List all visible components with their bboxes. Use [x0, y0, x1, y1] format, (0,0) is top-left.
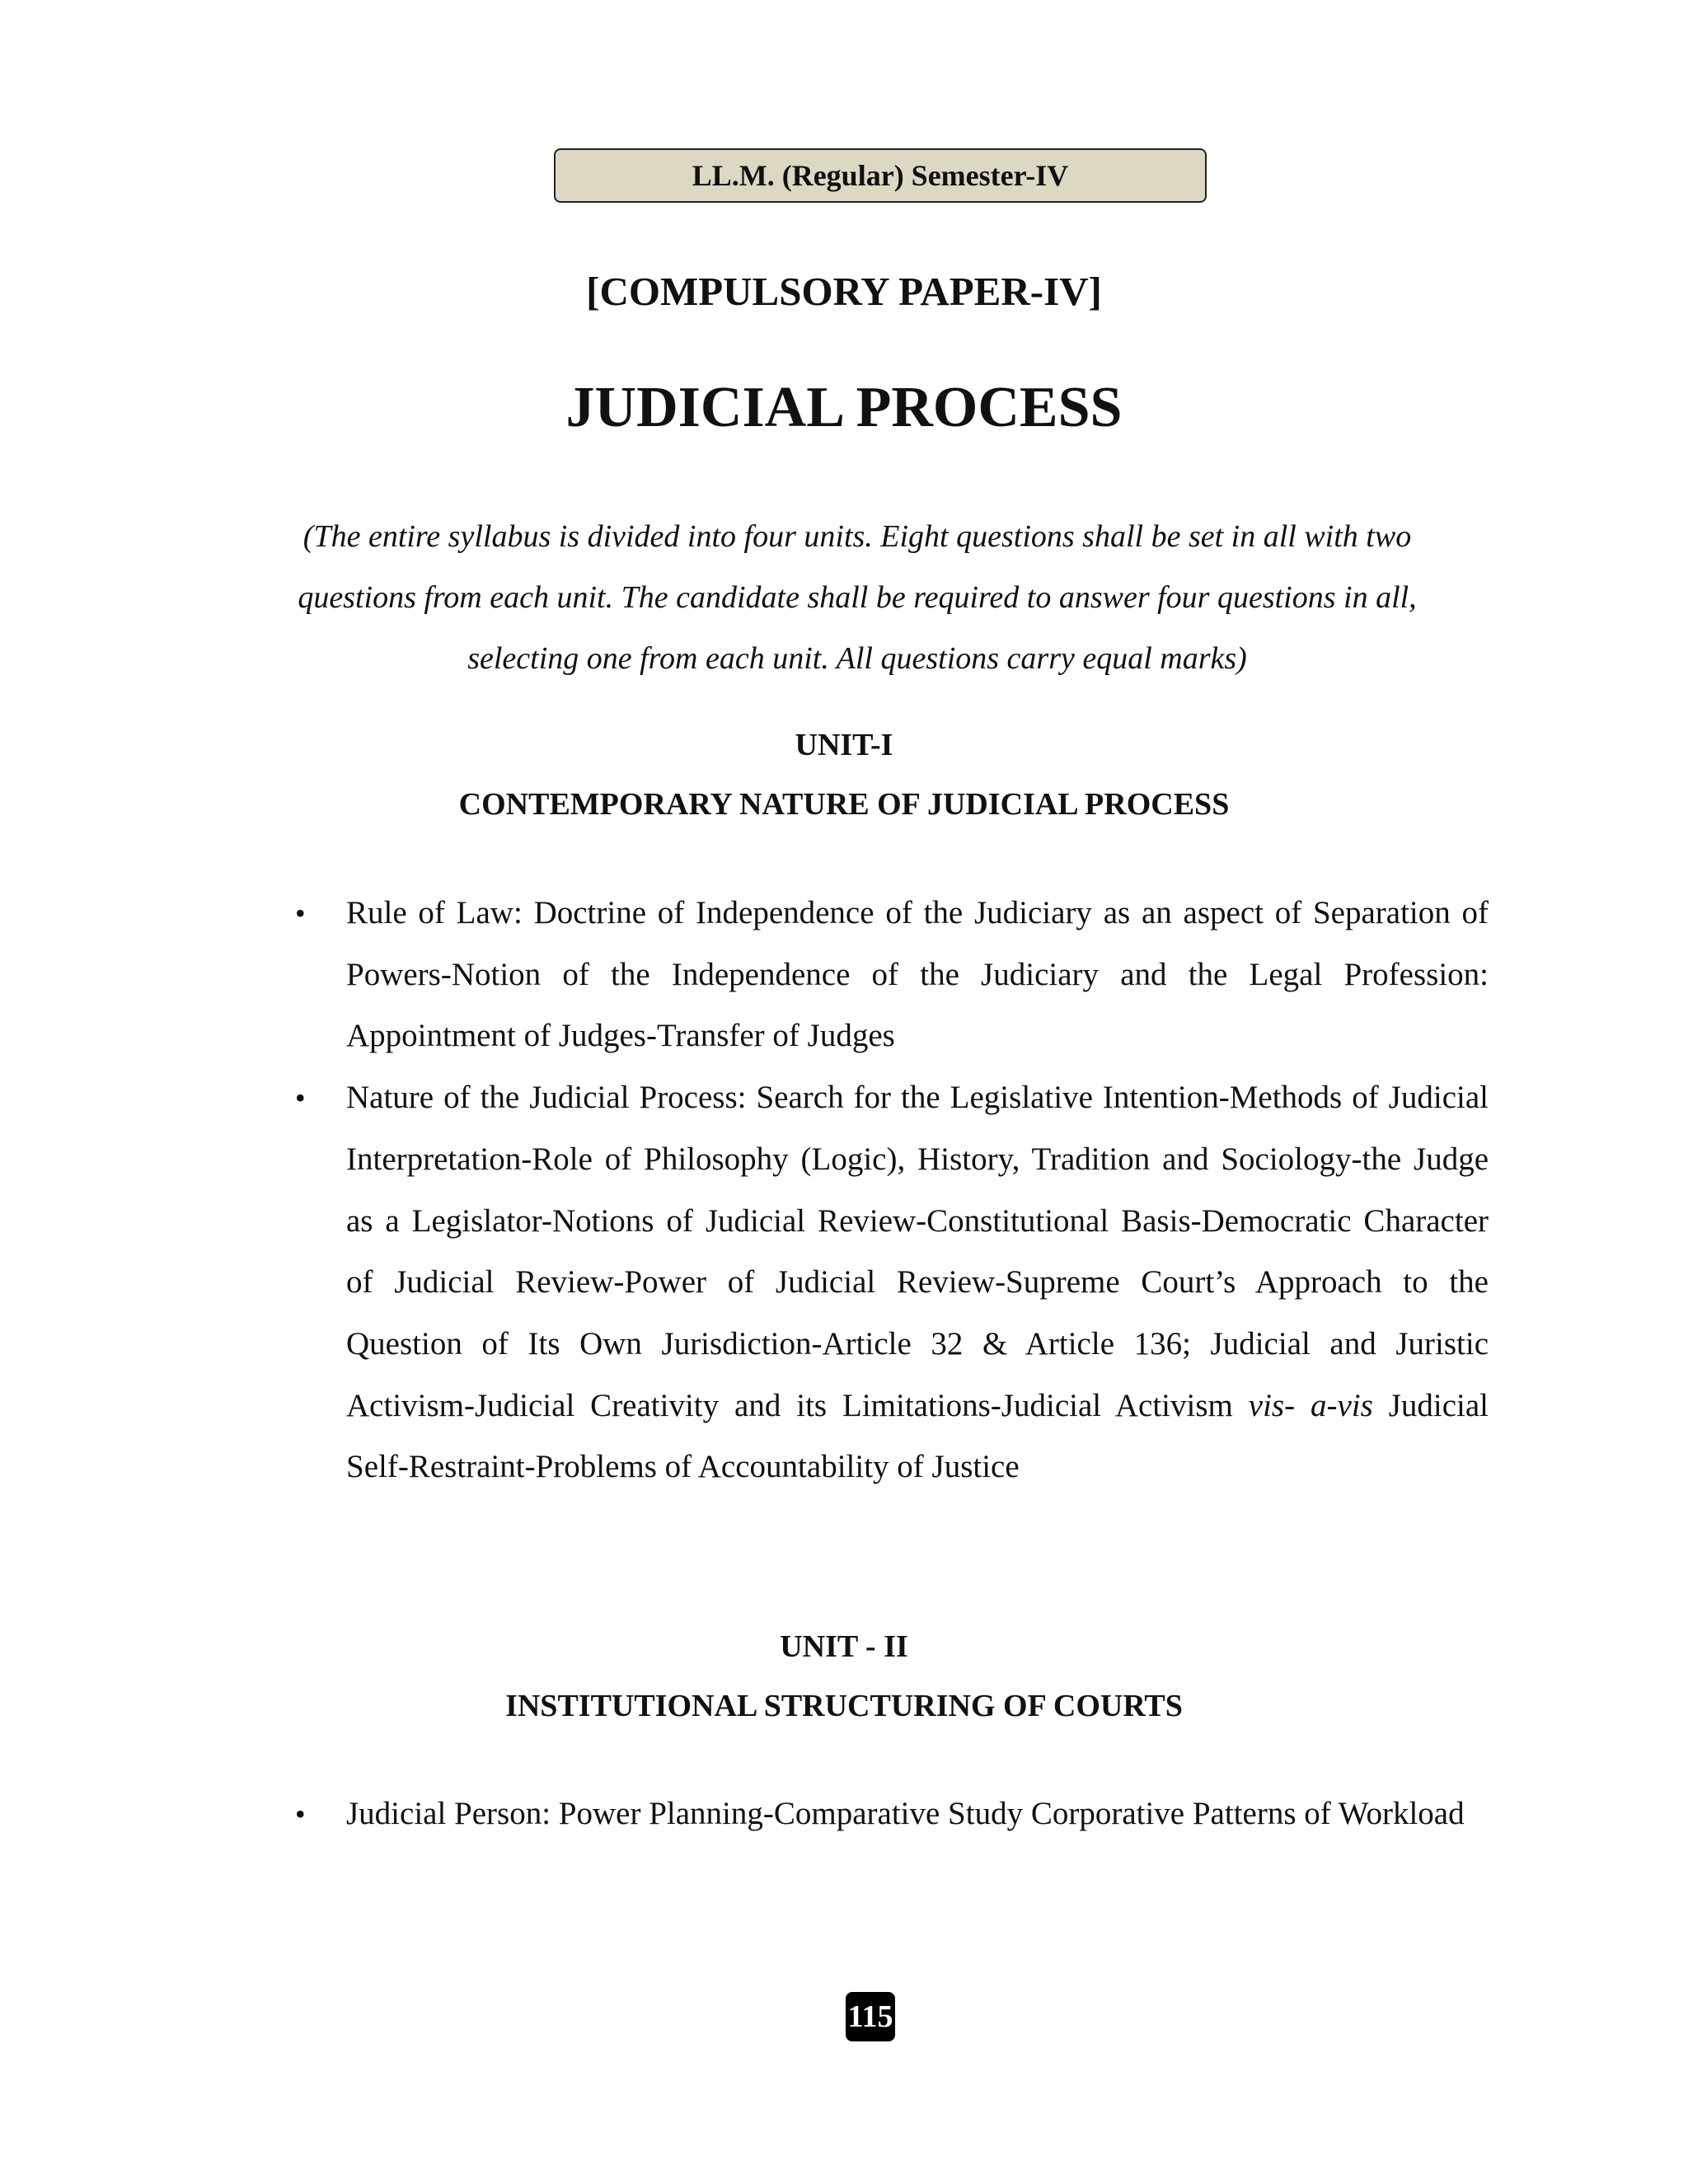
unit-2-title: INSTITUTIONAL STRUCTURING OF COURTS: [505, 1689, 1183, 1723]
unit-1-heading: [0, 715, 1688, 834]
semester-label: LL.M. (Regular) Semester-IV: [692, 159, 1069, 192]
paper-label: [COMPULSORY PAPER-IV]: [586, 269, 1102, 314]
unit-2-heading: [0, 1617, 1688, 1736]
list-item: [295, 1783, 1489, 1845]
bullet-icon: •: [295, 1081, 306, 1115]
list-item: [295, 883, 1489, 1067]
unit-1-title: CONTEMPORARY NATURE OF JUDICIAL PROCESS: [458, 787, 1230, 822]
topic-italic-text: vis- a-vis: [1248, 1387, 1373, 1423]
bullet-icon: •: [295, 1797, 306, 1830]
topic-text: Nature of the Judicial Process: Search for the Legislative Intention-Methods of Judicial Interpretation-Role of Philosophy (Logic), History, Tradition and Sociology-the Judge as a Legislator-Notions of Judicial Review-Constitutional Basis-Democratic Character of Judicial Review-Power of Judicial Review-Supreme Court’s Approach to the Question of Its Own Jurisdiction-Article 32 & Article 136; Judicial and Juristic Activism-Judicial Creativity and its Limitations-Judicial Activism: [346, 1080, 1489, 1423]
unit-2-number: UNIT - II: [780, 1629, 908, 1664]
topic-text: Judicial Person: Power Planning-Comparative Study Corporative Patterns of Workload: [346, 1796, 1465, 1831]
list-item: [295, 1067, 1489, 1498]
topic-text-continued: Judicial Self-Restraint-Problems of Accountability of Justice: [346, 1387, 1489, 1485]
page-title: JUDICIAL PROCESS: [565, 376, 1123, 439]
topic-text: Rule of Law: Doctrine of Independence of the Judiciary as an aspect of Separation of Powers-Notion of the Independence of the Judiciary and the Legal Profession: Appointment of Judges-Transfer of Judges: [346, 895, 1489, 1054]
unit-1-number: UNIT-I: [795, 728, 893, 762]
unit-2-topic-list: [295, 1783, 1489, 1845]
page-number: 115: [846, 1992, 895, 2041]
instructions-note: (The entire syllabus is divided into four units. Eight questions shall be set in all with two questions from each unit. The candidate shall be required to answer four questions in all, selecting one from each unit. All questions carry equal marks): [298, 519, 1417, 676]
bullet-icon: •: [295, 897, 306, 930]
semester-header-box: [554, 148, 1207, 203]
unit-1-topic-list: [295, 883, 1489, 1498]
